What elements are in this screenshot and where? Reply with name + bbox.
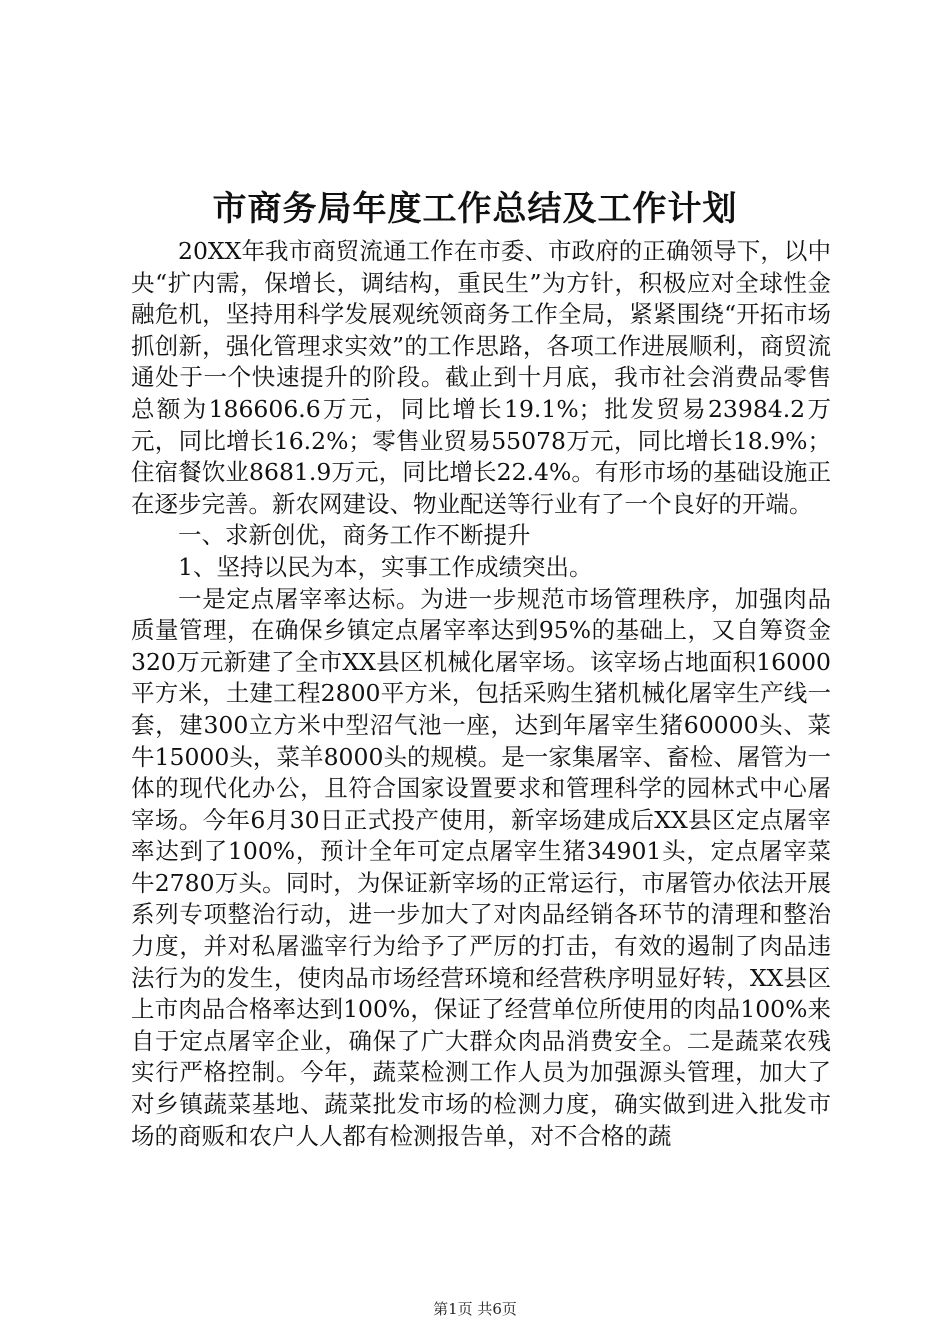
intro-paragraph: 20XX年我市商贸流通工作在市委、市政府的正确领导下，以中央“扩内需，保增长，调结构，重民生”为方针，积极应对全球性金融危机，坚持用科学发展观统领商务工作全局，紧紧围绕“开拓市场抓创新，强化管理求实效”的工作思路，各项工作进展顺利，商贸流通处于一个快速提升的阶段。截止到十月底，我市社会消费品零售总额为186606.6万元，同比增长19.1%；批发贸易23984.2万元，同比增长16.2%；零售业贸易55078万元，同比增长18.9%；住宿餐饮业8681.9万元，同比增长22.4%。有形市场的基础设施正在逐步完善。新农网建设、物业配送等行业有了一个良好的开端。: [131, 237, 831, 518]
body-paragraph: 一是定点屠宰率达标。为进一步规范市场管理秩序，加强肉品质量管理，在确保乡镇定点屠宰率达到95%的基础上，又自筹资金320万元新建了全市XX县区机械化屠宰场。该宰场占地面积16000平方米，土建工程2800平方米，包括采购生猪机械化屠宰生产线一套，建300立方米中型沼气池一座，达到年屠宰生猪60000头、菜牛15000头，菜羊8000头的规模。是一家集屠宰、畜检、屠管为一体的现代化办公，且符合国家设置要求和管理科学的园林式中心屠宰场。今年6月30日正式投产使用，新宰场建成后XX县区定点屠宰率达到了100%，预计全年可定点屠宰生猪34901头，定点屠宰菜牛2780万头。同时，为保证新宰场的正常运行，市屠管办依法开展系列专项整治行动，进一步加大了对肉品经销各环节的清理和整治力度，并对私屠滥宰行为给予了严厉的打击，有效的遏制了肉品违法行为的发生，使肉品市场经营环境和经营秩序明显好转，XX县区上市肉品合格率达到100%，保证了经营单位所使用的肉品100%来自于定点屠宰企业，确保了广大群众肉品消费安全。二是蔬菜农残实行严格控制。今年，蔬菜检测工作人员为加强源头管理，加大了对乡镇蔬菜基地、蔬菜批发市场的检测力度，确实做到进入批发市场的商贩和农户人人都有检测报告单，对不合格的蔬: [131, 584, 831, 1150]
document-title: 市商务局年度工作总结及工作计划: [212, 189, 738, 229]
subsection-heading: 1、坚持以民为本，实事工作成绩突出。: [178, 552, 593, 581]
page-number-footer: 第1页 共6页: [433, 1300, 517, 1318]
section-heading: 一、求新创优，商务工作不断提升: [178, 521, 531, 550]
document-body: [131, 236, 831, 1152]
